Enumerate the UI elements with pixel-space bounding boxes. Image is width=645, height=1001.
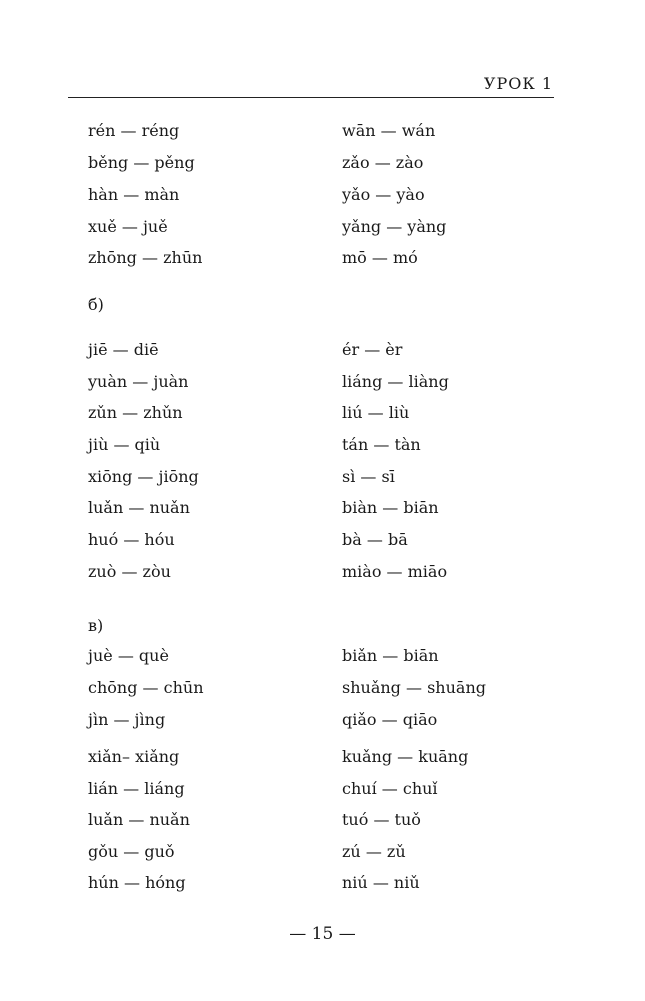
word-pair-right: tán — tàn: [342, 435, 421, 454]
word-pair-left: xuě — juě: [88, 217, 168, 236]
word-pair-row: [0, 528, 645, 552]
section-label-b: б): [88, 295, 104, 314]
word-pair-right: liú — liù: [342, 403, 410, 422]
word-pair-right: chuí — chuǐ: [342, 779, 438, 798]
word-pair-row: [0, 560, 645, 584]
word-pair-right: zǎo — zào: [342, 153, 424, 172]
word-pair-right: sì — sī: [342, 467, 395, 486]
word-pair-row: [0, 401, 645, 425]
word-pair-right: yǎng — yàng: [342, 217, 447, 236]
word-pair-right: niú — niǔ: [342, 873, 420, 892]
word-pair-left: běng — pěng: [88, 153, 195, 172]
word-pair-left: yuàn — juàn: [88, 372, 189, 391]
word-pair-left: hún — hóng: [88, 873, 186, 892]
word-pair-left: jiù — qiù: [88, 435, 161, 454]
word-pair-right: qiǎo — qiāo: [342, 710, 438, 729]
word-pair-left: zǔn — zhǔn: [88, 403, 183, 422]
word-pair-left: luǎn — nuǎn: [88, 498, 190, 517]
word-pair-left: zhōng — zhūn: [88, 248, 203, 267]
word-pair-right: miào — miāo: [342, 562, 448, 581]
word-pair-left: lián — liáng: [88, 779, 185, 798]
word-pair-left: juè — què: [88, 646, 169, 665]
word-pair-right: liáng — liàng: [342, 372, 449, 391]
header-divider: [68, 97, 554, 98]
word-pair-right: tuó — tuǒ: [342, 810, 421, 829]
word-pair-row: [0, 119, 645, 143]
word-pair-row: [0, 496, 645, 520]
word-pair-row: [0, 708, 645, 732]
word-pair-left: jìn — jìng: [88, 710, 166, 729]
word-pair-row: [0, 676, 645, 700]
section-label-v: в): [88, 616, 104, 635]
word-pair-right: biǎn — biān: [342, 646, 439, 665]
word-pair-left: rén — réng: [88, 121, 180, 140]
word-pair-right: ér — èr: [342, 340, 403, 359]
word-pair-left: luǎn — nuǎn: [88, 810, 190, 829]
word-pair-right: mō — mó: [342, 248, 418, 267]
word-pair-row: [0, 370, 645, 394]
word-pair-right: wān — wán: [342, 121, 436, 140]
word-pair-row: [0, 338, 645, 362]
word-pair-left: xiǎn– xiǎng: [88, 747, 180, 766]
word-pair-row: [0, 871, 645, 895]
word-pair-left: jiē — diē: [88, 340, 159, 359]
word-pair-left: zuò — zòu: [88, 562, 171, 581]
word-pair-left: chōng — chūn: [88, 678, 204, 697]
word-pair-row: [0, 215, 645, 239]
word-pair-row: [0, 808, 645, 832]
word-pair-row: [0, 777, 645, 801]
page-header-title: УРОК 1: [483, 74, 553, 93]
word-pair-row: [0, 433, 645, 457]
word-pair-left: hàn — màn: [88, 185, 180, 204]
word-pair-right: shuǎng — shuāng: [342, 678, 486, 697]
word-pair-right: yǎo — yào: [342, 185, 425, 204]
word-pair-right: bà — bā: [342, 530, 408, 549]
word-pair-right: kuǎng — kuāng: [342, 747, 469, 766]
word-pair-row: [0, 644, 645, 668]
word-pair-row: [0, 151, 645, 175]
word-pair-row: [0, 246, 645, 270]
word-pair-row: [0, 745, 645, 769]
word-pair-left: gǒu — guǒ: [88, 842, 175, 861]
page-number: — 15 —: [289, 924, 356, 944]
word-pair-left: xiōng — jiōng: [88, 467, 199, 486]
word-pair-right: zú — zǔ: [342, 842, 406, 861]
word-pair-row: [0, 465, 645, 489]
word-pair-row: [0, 840, 645, 864]
word-pair-row: [0, 183, 645, 207]
word-pair-left: huó — hóu: [88, 530, 175, 549]
word-pair-right: biàn — biān: [342, 498, 439, 517]
